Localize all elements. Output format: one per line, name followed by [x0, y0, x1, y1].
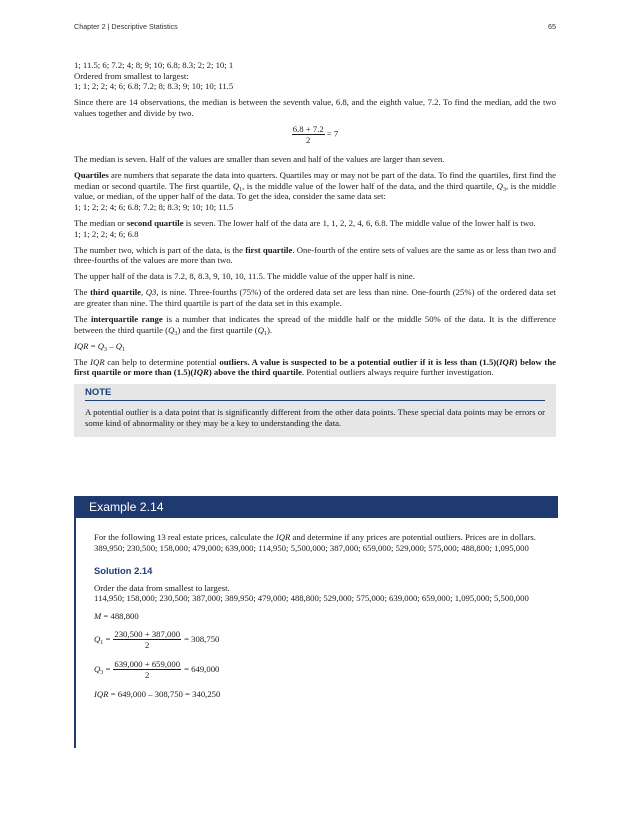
- prices-line: 389,950; 230,500; 158,000; 479,000; 639,000; 114,950; 5,500,000; 387,000; 659,000; 529,000; 575,000; 488,800; 1,095,000: [94, 542, 529, 553]
- fraction-denominator: 2: [145, 669, 150, 680]
- median-result: = 7: [326, 128, 339, 139]
- term-interquartile-range: interquartile range: [90, 314, 163, 325]
- solution-title: Solution 2.14: [94, 565, 153, 577]
- example-box: [74, 496, 558, 748]
- q3-fraction: [113, 659, 181, 680]
- ordered-prices: 114,950; 158,000; 230,500; 387,000; 389,950; 479,000; 488,800; 529,000; 575,000; 639,000; 659,000; 1,095,000; 5,500,000: [94, 593, 529, 604]
- median-paragraph: Since there are 14 observations, the median is between the seventh value, 6.8, and the eighth value, 7.2. To find the median, add the two values together and divide by two.: [74, 97, 556, 118]
- q3-equation: $Q_3$ = $\frac{639,000 + 659,000}{2}$ = 649,000: [94, 658, 220, 680]
- note-box: [74, 384, 556, 438]
- iqr-calculation: IQR = 649,000 – 308,750 = 340,250: [94, 688, 221, 699]
- fraction-denominator: 2: [306, 134, 311, 145]
- median-equation: [74, 124, 556, 145]
- term-third-quartile: third quartile: [90, 287, 141, 298]
- page-header: [74, 22, 556, 34]
- page-number: 65: [548, 22, 556, 31]
- fraction-numerator: 230,500 + 387,000: [114, 628, 181, 639]
- intro-block: [74, 60, 556, 92]
- iqr-formula: IQR = $Q_3 - Q_1$: [74, 340, 125, 353]
- q1-result: = 308,750: [184, 633, 220, 644]
- term-first-quartile: first quartile: [245, 244, 293, 255]
- fraction-numerator: 639,000 + 659,000: [114, 658, 181, 669]
- chapter-title: Chapter 2 | Descriptive Statistics: [74, 22, 178, 31]
- quartiles-paragraph: Quartiles are numbers that separate the data into quarters. Quartiles may or may not be part of the data. To find the quartiles, first find the median or second quartile. The first quartile, $Q_1$, is the middle value of the lower half of the data, and the third quartile, $Q_3$, is the middle value, or median, of the upper half of the data. To get the idea, consider the same data set: 1; 1; 2; 2; 4; 6; 6.8; 7.2; 8; 8.3; 9; 10; 10; 11.5: [74, 170, 557, 212]
- note-title: NOTE: [85, 388, 545, 402]
- median-fraction: [292, 124, 325, 145]
- second-quartile-paragraph: The median or second quartile is seven. The lower half of the data are 1, 1, 2, 2, 4, 6, 6.8. The middle value of the lower half is two. 1; 1; 2; 2; 4; 6; 6.8: [74, 218, 556, 239]
- term-second-quartile: second quartile: [126, 217, 184, 228]
- q1-equation: $Q_1$ = $\frac{230,500 + 387,000}{2}$ = 308,750: [94, 628, 220, 650]
- q1-fraction: [113, 629, 181, 650]
- order-label: Order the data from smallest to largest.: [94, 582, 230, 593]
- term-outliers: outliers: [219, 356, 248, 367]
- data-line: 1; 1; 2; 2; 4; 6; 6.8: [74, 228, 139, 239]
- q3-result: = 649,000: [184, 663, 220, 674]
- third-quartile-paragraph: The third quartile, Q3, is nine. Three-fourths (75%) of the ordered data set are less than nine. One-fourth (25%) of the ordered data set are greater than nine. The third quartile is part of the data set in this example.: [74, 287, 557, 308]
- note-text: A potential outlier is a data point that is significantly different from the other data points. These special data points may be errors or some kind of abnormality or they may be a key to understanding the data.: [85, 407, 545, 428]
- ordered-block: [94, 583, 550, 604]
- upper-half-paragraph: The upper half of the data is 7.2, 8, 8.3, 9, 10, 10, 11.5. The middle value of the upper half is nine.: [74, 271, 415, 282]
- example-body: [76, 518, 558, 699]
- fraction-numerator: 6.8 + 7.2: [292, 123, 324, 134]
- example-prompt: For the following 13 real estate prices, calculate the IQR and determine if any prices are potential outliers. Prices are in dollars. 389,950; 230,500; 158,000; 479,000; 639,000; 114,950; 5,500,000; 387,000; 659,000; 529,000; 575,000; 488,800; 1,095,000: [94, 532, 550, 553]
- outliers-paragraph: The IQR can help to determine potential outliers. A value is suspected to be a potential outlier if it is less than (1.5)(IQR) below the first quartile or more than (1.5)(IQR) above the third quartile. Potential outliers always require further investigation.: [74, 356, 557, 378]
- median-line: M = 488,800: [94, 610, 139, 621]
- term-quartiles: Quartiles: [74, 170, 109, 181]
- example-title: Example 2.14: [76, 496, 558, 518]
- ordered-line: 1; 1; 2; 2; 4; 6; 6.8; 7.2; 8; 8.3; 9; 10; 10; 11.5: [74, 81, 234, 92]
- median-conclusion: The median is seven. Half of the values are smaller than seven and half of the values are larger than seven.: [74, 153, 445, 164]
- ordered-label: Ordered from smallest to largest:: [74, 70, 189, 81]
- first-quartile-paragraph: The number two, which is part of the data, is the first quartile. One-fourth of the entire sets of values are the same as or less than two and three-fourths of the values are more than two.: [74, 244, 556, 266]
- data-line: 1; 11.5; 6; 7.2; 4; 8; 9; 10; 6.8; 8.3; 2; 2; 10; 1: [74, 60, 234, 70]
- data-line: 1; 1; 2; 2; 4; 6; 6.8; 7.2; 8; 8.3; 9; 10; 10; 11.5: [74, 201, 234, 212]
- page-content: [74, 60, 556, 437]
- iqr-definition: The interquartile range is a number that indicates the spread of the middle half or the middle 50% of the data. It is the difference between the third quartile $(Q_3)$ and the first quartile $(Q_1)$.: [74, 314, 556, 337]
- fraction-denominator: 2: [145, 639, 150, 650]
